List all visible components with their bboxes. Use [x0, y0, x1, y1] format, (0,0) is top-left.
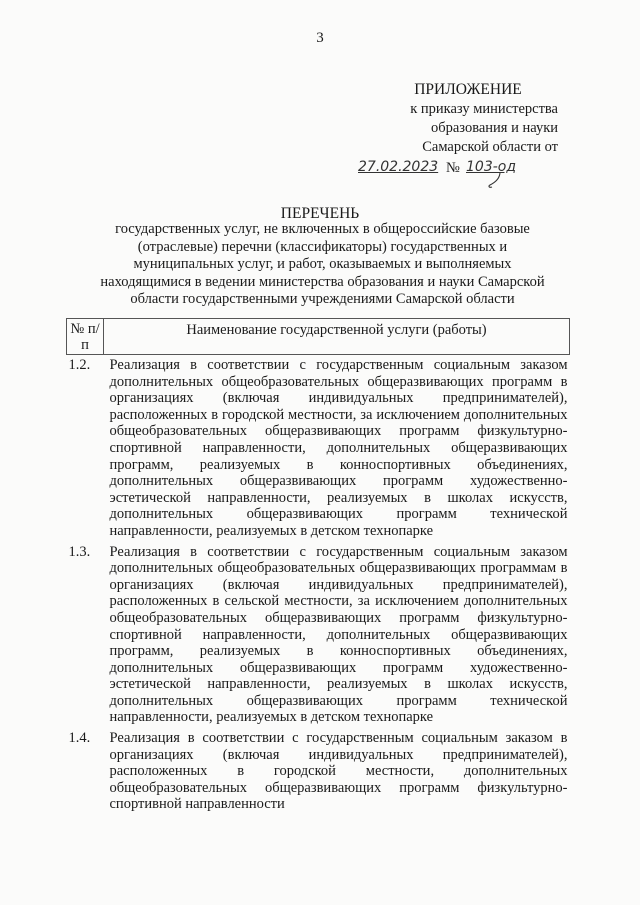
- handwritten-number: 103-од: [466, 159, 517, 175]
- appendix-line-1: к приказу министерства: [410, 101, 558, 117]
- order-date-number: [358, 157, 558, 179]
- row-number: 1.3.: [68, 543, 91, 560]
- handwritten-date: 27.02.2023: [358, 159, 439, 175]
- table-header-row: [67, 319, 570, 355]
- appendix-block: [358, 80, 558, 179]
- document-title: ПЕРЕЧЕНЬ: [280, 205, 360, 222]
- appendix-line-3: Самарской области от: [422, 139, 558, 155]
- table-row: [67, 728, 570, 815]
- appendix-line-2: образования и науки: [430, 120, 558, 136]
- row-number: 1.2.: [68, 357, 91, 373]
- row-text: Реализация в соответствии с государственным социальным заказом дополнительных общеобразовательных общеразвивающих программ в организациях (включая индивидуальных предпринимателей), расположенных в городской местности, за исключением дополнительных общеобразовательных общеразвивающих программ физкультурно-спортивной направленности, дополнительных общеразвивающих программ, реализуемых в конноспортивных объединениях, дополнительных общеразвивающих программ художественно-эстетической направленности, реализуемых в школах искусств, дополнительных общеразвивающих программ технической направленности, реализуемых в детском технопарке: [109, 357, 568, 539]
- document-subtitle: государственных услуг, не включенных в общероссийские базовые (отраслевые) перечни (классификаторы) государственных и муниципальных услуг, и работ, оказываемых и выполняемых находящимися в ведении министерства образования и науки Самарской области государственными учреждениями Самарской области: [100, 221, 545, 307]
- row-text: Реализация в соответствии с государственным социальным заказом в организациях (включая индивидуальных предпринимателей), расположенных в городской местности, дополнительных общеобразовательных общеразвивающих программ физкультурно-спортивной направленности: [109, 730, 568, 813]
- table-row: [67, 355, 570, 542]
- number-label: №: [446, 160, 460, 176]
- page-number: 3: [316, 30, 324, 46]
- services-table: [66, 318, 570, 815]
- row-text: Реализация в соответствии с государственным социальным заказом дополнительных общеобразовательных общеразвивающих программам в организациях (включая индивидуальных предпринимателей), расположенных в сельской местности, за исключением дополнительных общеобразовательных общеразвивающих программ физкультурно-спортивной направленности, дополнительных общеразвивающих программ, реализуемых в конноспортивных объединениях, дополнительных общеразвивающих программ художественно-эстетической направленности, реализуемых в школах искусств, дополнительных общеразвивающих программ технической направленности, реализуемых в детском технопарке: [109, 543, 568, 726]
- row-number: 1.4.: [68, 730, 91, 747]
- table-row: [67, 542, 570, 729]
- appendix-title: ПРИЛОЖЕНИЕ: [414, 81, 522, 98]
- header-service-name: Наименование государственной услуги (работы): [104, 319, 570, 355]
- handwriting-flourish: [486, 171, 506, 189]
- header-number: № п/п: [67, 319, 104, 355]
